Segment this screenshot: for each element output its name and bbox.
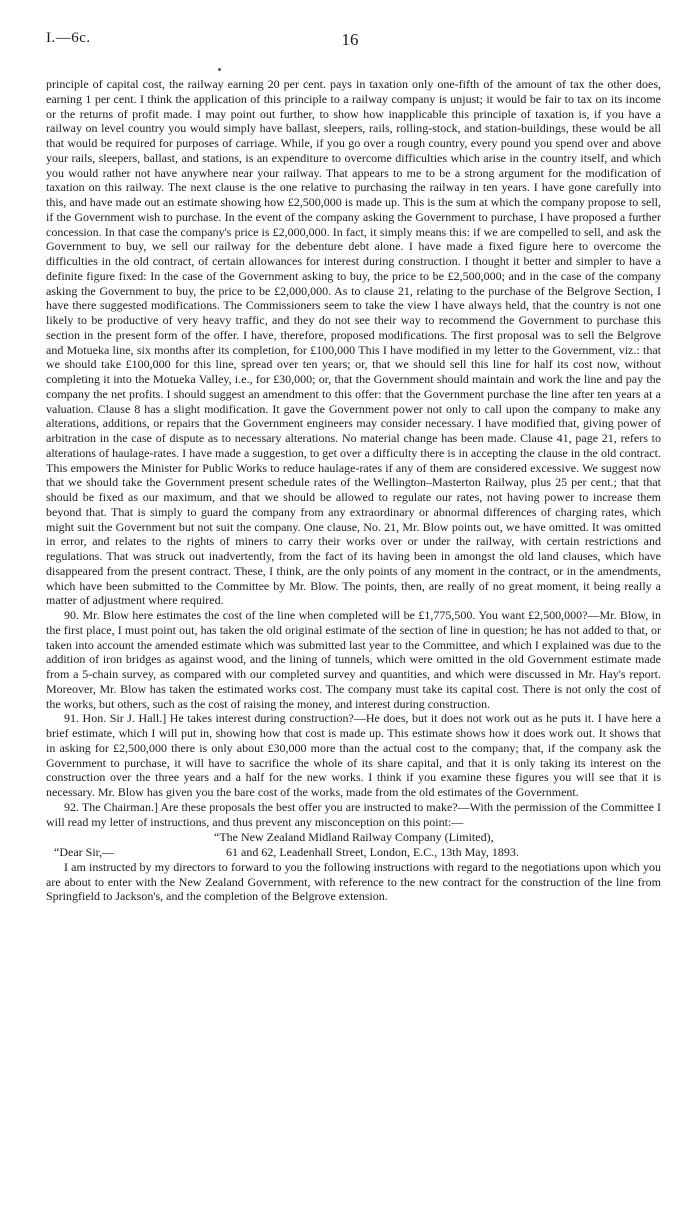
- letter-body: I am instructed by my directors to forward to you the following instructions with regard to the negotiations upon which you are about to enter with the New Zealand Government, with reference to the new contract for the construction of the line from Springfield to Jackson's, and the completion of the Belgrove extension.: [46, 859, 661, 904]
- paragraph-question-92: 92. The Chairman.] Are these proposals the best offer you are instructed to make?—With the permission of the Committee I will read my letter of instructions, and thus prevent any misconception on this point:—: [46, 799, 661, 829]
- letter-heading: [46, 830, 661, 860]
- ink-dot: [218, 68, 221, 71]
- paragraph-question-90: 90. Mr. Blow here estimates the cost of the line when completed will be £1,775,500. You want £2,500,000?—Mr. Blow, in the first place, I must point out, has taken the old original estimate of the section of line in question; he has not added to that, or taken into account the amended estimate which was submitted last year to the Committee, and which I explained was due to the addition of iron bridges as against wood, and the lining of tunnels, which were omitted in the old Government estimate made from a 5-chain survey, as compared with our completed survey and quantities, and which were discussed in Mr. Hay's report. Moreover, Mr. Blow has taken the estimated works cost. The company must take its capital cost. There is not only the cost of the works, but others, such as the cost of raising the money, and interest during construction.: [46, 608, 661, 711]
- document-body: [46, 77, 661, 904]
- page-number: 16: [341, 30, 359, 49]
- letter-company: “The New Zealand Midland Railway Company (Limited),: [214, 830, 494, 845]
- paragraph-continued: principle of capital cost, the railway earning 20 per cent. pays in taxation only one-fifth of the amount of tax the other does, earning 1 per cent. I think the application of this principle to a railway company is unjust; it would be fair to tax on its income or the returns of profit made. I may point out further, to show how inapplicable this principle of taxation is, if you have a railway on level country you would simply have ballast, sleepers, rails, rolling-stock, and station-buildings, these would be all that would be required for purposes of carriage. While, if you go over a rough country, every pound you spend over and above your rails, sleepers, ballast, and stations, is an expenditure to overcome difficulties which arise in the country itself, and which you would rather not have anywhere near your railway. That appears to me to be a strong argument for the modification of taxation on this railway. The next clause is the one relative to purchasing the railway in ten years. I have gone carefully into this, and have made out an estimate showing how £2,500,000 is made up. This is the sum at which the company propose to sell, if the Government wish to purchase. In the event of the company asking the Government to purchase, I have proposed a further concession. In that case the company's price is £2,000,000. In fact, it simply means this: if we are compelled to sell, and ask the Government to buy, we sell our railway for the debenture debt alone. I have made a fixed figure here to overcome the difficulties in the old contract, of certain allowances for interest during construction. I thought it better and simpler to have a definite figure fixed: In the case of the Government asking to buy, the price to be £2,500,000; and in the case of the company asking the Government to buy, the price to be £2,000,000. As to clause 21, relating to the purchase of the Belgrove Section, I have there suggested modifications. The Commissioners seem to take the view I have always held, that the country is not one likely to be productive of very heavy traffic, and they do not see their way to recommend the Government to purchase this section in the present form of the offer. I have, therefore, proposed modifications. The first proposal was to sell the Belgrove and Motueka line, six months after its completion, for £100,000 This I have modified in my letter to the Government, viz.: that we should take £100,000 for this line, spread over ten years; or, that we should sell this line for half its cost now, without completing it into the Motueka Valley, i.e., for £30,000; or, that the Government should maintain and work the line and pay the company the net profits. I should suggest an amendment to this offer: that the Government purchase the line after ten years at a valuation. Clause 8 has a slight modification. It gave the Government power not only to call upon the company to make any alterations, additions, or repairs that the Government engineers may consider necessary. I have modified that, giving power of arbitration in the case of dispute as to necessary alterations. No material change has been made. Clause 41, page 21, refers to alterations of haulage-rates. I have made a suggestion, to get over a difficulty there is in accepting the clause in the old contract. This empowers the Minister for Public Works to reduce haulage-rates if any of them are considered excessive. We suggest now that we should take the Government present schedule rates of the Wellington–Masterton Railway, plus 25 per cent.; that that should be fixed as our maximum, and that we should be allowed to regulate our rates, not having power to increase them beyond that. That is simply to guard the company from any extraordinary or abnormal differences of charging rates, which might suit the Government but not suit the company. One clause, No. 21, Mr. Blow points out, we have omitted. It was omitted in error, and relates to the rights of miners to carry their works over or under the railway, with certain restrictions and regulations. That was struck out inadvertently, from the fact of its having been in amongst the old land clauses, which have disappeared from the present contract. These, I think, are the only points of any moment in the contract, or in the amendments, which have been submitted to the Committee by Mr. Blow. The points, then, are really of no great moment, it being really a matter of adjustment where required.: [46, 77, 661, 608]
- letter-address: 61 and 62, Leadenhall Street, London, E.C., 13th May, 1893.: [226, 845, 519, 859]
- document-reference: I.—6c.: [46, 30, 91, 46]
- letter-salutation: “Dear Sir,—: [54, 845, 115, 859]
- page-header: [0, 30, 700, 52]
- paragraph-question-91: 91. Hon. Sir J. Hall.] He takes interest during construction?—He does, but it does not work out as he puts it. I have here a brief estimate, which I will put in, showing how that cost is made up. This estimate shows how it does work out. It shows that in asking for £2,500,000 there is only about £30,000 more than the actual cost to the company; that, if the company ask the Government to purchase, it will have to sacrifice the whole of its share capital, and that it is only taking its interest on the construction over the three years and a half for the new works. I think if you examine these figures you will see that it is necessary. Mr. Blow has given you the bare cost of the works, made from the old estimates of the Government.: [46, 711, 661, 799]
